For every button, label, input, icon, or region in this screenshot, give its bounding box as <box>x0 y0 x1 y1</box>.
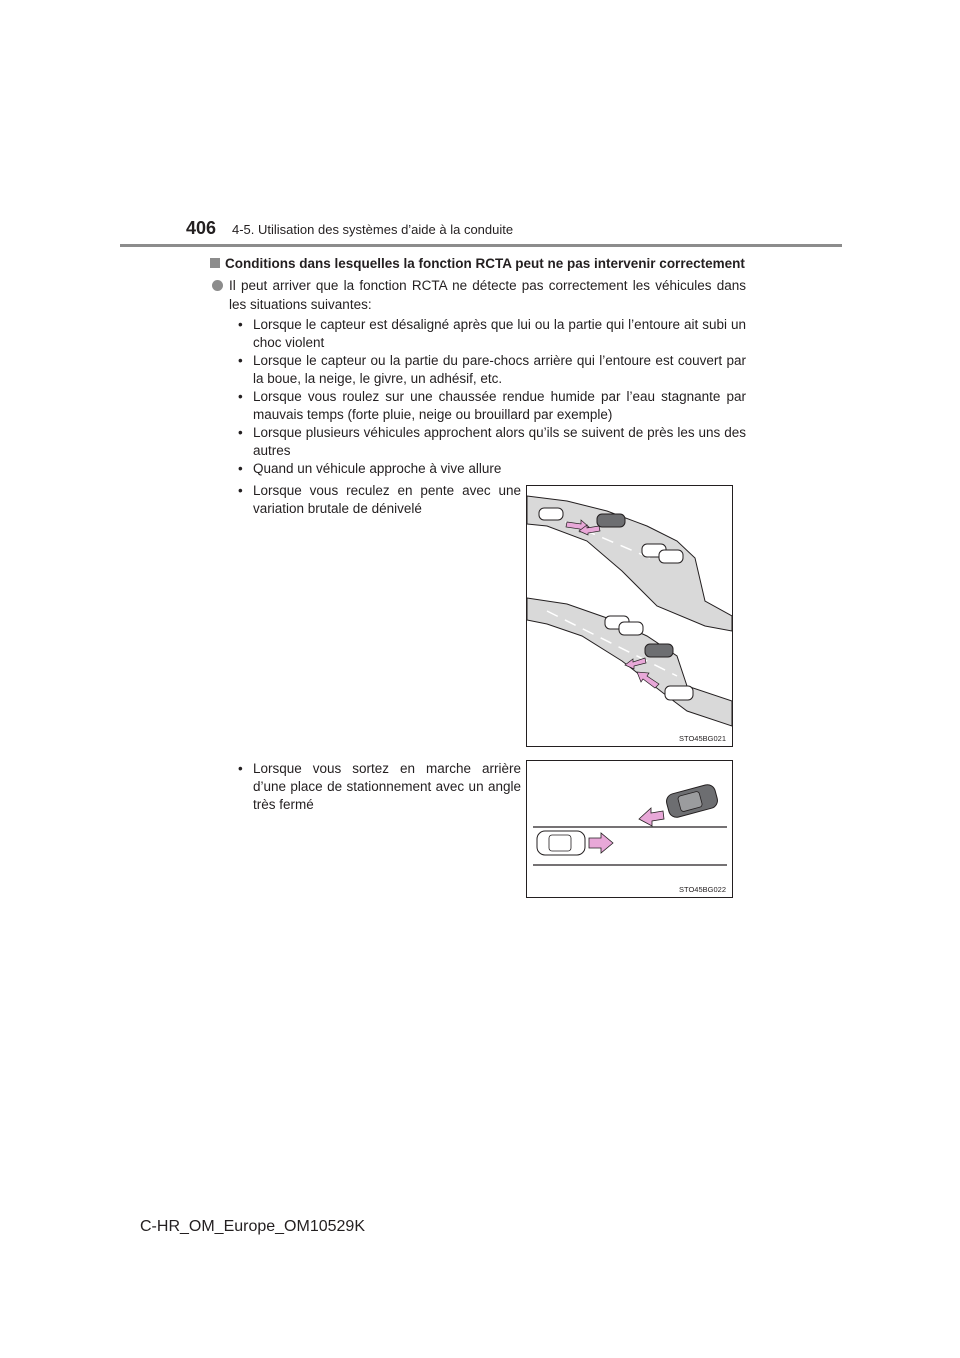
list-item: • Lorsque plusieurs véhicules approchent alors qu’ils se suivent de près les uns des autres <box>238 424 746 460</box>
car-icon <box>597 514 625 527</box>
car-icon <box>665 783 720 819</box>
page-number: 406 <box>186 218 217 238</box>
section-heading <box>210 256 745 271</box>
car-icon <box>539 508 563 520</box>
list-item: • Lorsque le capteur ou la partie du pare-chocs arrière qui l’entoure est couvert par la boue, la neige, le givre, un adhésif, etc. <box>238 352 746 388</box>
parking-illustration <box>527 761 732 897</box>
arrow-left-icon <box>639 808 664 826</box>
square-bullet-icon <box>210 258 220 268</box>
section-title: 4-5. Utilisation des systèmes d’aide à la conduite <box>232 222 514 237</box>
list-item: • Quand un véhicule approche à vive allure <box>238 460 746 478</box>
list-item: • Lorsque vous roulez sur une chaussée rendue humide par l’eau stagnante par mauvais temps (forte pluie, neige ou brouillard par exemple) <box>238 388 746 424</box>
lead-text: Il peut arriver que la fonction RCTA ne détecte pas correctement les véhicules dans les situations suivantes: <box>229 278 746 312</box>
car-icon <box>665 686 693 700</box>
condition-list <box>238 316 746 478</box>
figure-slope <box>526 485 733 747</box>
car-icon <box>659 550 683 563</box>
lead-paragraph <box>212 276 746 314</box>
circle-bullet-icon <box>212 280 223 291</box>
car-icon <box>645 644 673 657</box>
document-code: C-HR_OM_Europe_OM10529K <box>140 1218 365 1235</box>
figure-code: STO45BG022 <box>679 885 726 894</box>
arrow-right-icon <box>589 833 613 853</box>
car-icon <box>537 831 585 855</box>
car-icon <box>619 622 643 635</box>
figure-code: STO45BG021 <box>679 734 726 743</box>
header-rule <box>120 244 842 247</box>
section-heading-text: Conditions dans lesquelles la fonction RCTA peut ne pas intervenir correctement <box>225 256 745 271</box>
slope-illustration <box>527 486 732 746</box>
list-item-slope: • Lorsque vous reculez en pente avec une variation brutale de dénivelé <box>238 482 521 518</box>
list-item-parking: • Lorsque vous sortez en marche arrière d’une place de stationnement avec un angle très fermé <box>238 760 521 814</box>
list-item: • Lorsque le capteur est désaligné après que lui ou la partie qui l’entoure ait subi un choc violent <box>238 316 746 352</box>
figure-parking <box>526 760 733 898</box>
